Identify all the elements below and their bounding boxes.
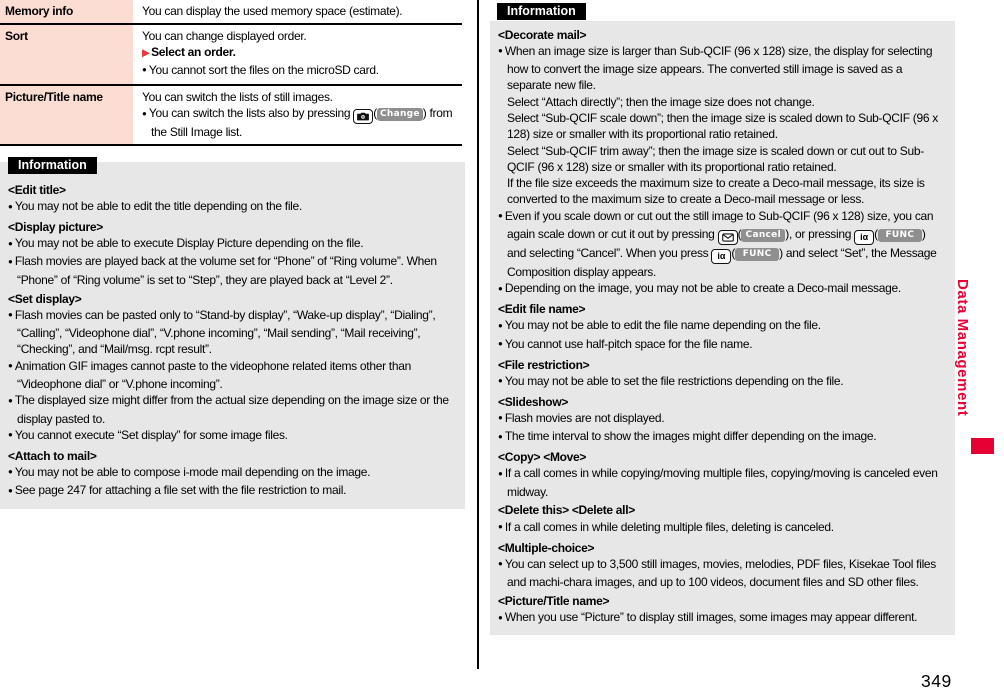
info-body-right (490, 21, 955, 635)
text-segment: You can switch the lists also by pressing (148, 106, 354, 121)
bullet-dot-icon: ● (498, 522, 503, 532)
table-row (0, 86, 462, 146)
bullet-dot-icon: ● (8, 256, 13, 266)
bullet-dot-icon: ● (8, 201, 13, 211)
section-title: <Copy> <Move> (498, 450, 587, 465)
action-arrow-icon: ▶ (142, 47, 151, 60)
text-segment: ( (373, 106, 377, 121)
row-label-cell: Picture/Title name (0, 86, 133, 144)
text-segment: You cannot use half-pitch space for the file name. (504, 336, 753, 351)
bullet-item (142, 105, 460, 140)
section-title: <Set display> (8, 291, 82, 306)
section-title: <Attach to mail> (8, 448, 97, 463)
feature-table (0, 0, 462, 146)
bullet-dot-icon: ● (8, 238, 13, 248)
bullet-item (498, 556, 947, 591)
info-box-right (490, 2, 955, 635)
bullet-item (498, 43, 947, 94)
bullet-item (8, 427, 457, 445)
bullet-item (8, 392, 457, 427)
bullet-dot-icon: ● (8, 485, 13, 495)
bullet-item (498, 609, 947, 627)
section-title: <Edit title> (8, 182, 66, 197)
text-segment: ( (874, 227, 878, 242)
bullet-dot-icon: ● (498, 376, 503, 386)
bullet-dot-icon: ● (498, 211, 503, 221)
row-content-cell (133, 86, 462, 144)
text-segment: Select “Sub-QCIF scale down”; then the image size is scaled down to Sub-QCIF (96 x 128) size or smaller with its proportional ratio retained. (507, 110, 938, 142)
bullet-item (498, 373, 947, 391)
bullet-dot-icon: ● (498, 559, 503, 569)
bullet-item (8, 307, 457, 358)
bullet-item (8, 358, 457, 393)
bullet-item (8, 253, 457, 288)
bullet-dot-icon: ● (498, 612, 503, 622)
text-segment: Animation GIF images cannot paste to the videophone related items other than “Videophone dial” or “V.phone incoming”. (14, 358, 411, 391)
info-body-left (0, 162, 465, 508)
action-step (142, 44, 460, 61)
text-segment: You can select up to 3,500 still images, movies, melodies, PDF files, Kisekae Tool files and machi-chara images, and up to 100 videos, document files and SD other files. (504, 556, 937, 590)
bullet-item (142, 62, 460, 80)
bullet-dot-icon: ● (8, 395, 13, 405)
text-line (498, 94, 947, 110)
bullet-item (498, 410, 947, 428)
text-segment: You may not be able to set the file restrictions depending on the file. (504, 373, 844, 388)
text-segment: You may not be able to edit the title depending on the file. (14, 199, 302, 214)
text-segment: When you use “Picture” to display still images, some images may appear different. (504, 610, 918, 625)
bullet-dot-icon: ● (498, 320, 503, 330)
text-segment: ) and select “Set”, the Message Composition display appears. (507, 246, 937, 280)
side-tab-label: Data Management (954, 279, 971, 417)
text-segment: See page 247 for attaching a file set with the file restriction to mail. (14, 483, 347, 498)
bullet-dot-icon: ● (498, 283, 503, 293)
text-segment: Select “Sub-QCIF trim away”; then the image size is scaled down or cut out to Sub-QCIF (96 x 128) size or smaller with its proportional ratio retained. (507, 143, 924, 174)
bullet-dot-icon: ● (142, 65, 147, 75)
left-column (0, 0, 465, 509)
bullet-dot-icon: ● (8, 310, 13, 320)
text-line (498, 143, 947, 176)
bullet-dot-icon: ● (498, 413, 503, 423)
text-segment: ), or pressing (785, 227, 855, 242)
text-segment: If the file size exceeds the maximum size to create a Deco-mail message, its size is converted to the maximum size to create a Deco-mail message or less. (507, 176, 925, 207)
text-segment: You cannot execute “Set display” for some image files. (14, 427, 288, 442)
text-segment: You may not be able to execute Display Picture depending on the file. (14, 236, 364, 251)
table-row (0, 0, 462, 25)
bullet-dot-icon: ● (8, 467, 13, 477)
text-segment: ) from the Still Image list. (151, 106, 453, 140)
bullet-item (498, 428, 947, 446)
text-segment: You can change displayed order. (142, 29, 307, 44)
text-segment: Depending on the image, you may not be able to create a Deco-mail message. (504, 281, 901, 296)
section-title: <Slideshow> (498, 394, 569, 409)
section-title: <Multiple-choice> (498, 540, 595, 555)
text-segment: Flash movies are not displayed. (504, 410, 665, 425)
func-softkey-badge: FUNC (735, 248, 779, 261)
text-line (142, 89, 460, 105)
bullet-item (498, 280, 947, 298)
information-header: Information (8, 157, 97, 174)
text-segment: You can switch the lists of still images. (142, 89, 333, 104)
bullet-item (8, 464, 457, 482)
cancel-softkey-badge: Cancel (741, 229, 785, 242)
bullet-dot-icon: ● (498, 431, 503, 441)
bullet-item (498, 465, 947, 500)
text-segment: Even if you scale down or cut out the still image to Sub-QCIF (96 x 128) size, you can again scale down or cut it out by pressing (504, 208, 934, 242)
information-header: Information (497, 3, 586, 20)
bullet-item (498, 336, 947, 354)
bullet-item (8, 482, 457, 500)
bullet-item (498, 317, 947, 335)
bullet-item (8, 198, 457, 216)
text-segment: You cannot sort the files on the microSD card. (148, 62, 379, 77)
bullet-dot-icon: ● (8, 430, 13, 440)
bullet-dot-icon: ● (142, 108, 147, 118)
section-title: <Picture/Title name> (498, 593, 610, 608)
text-segment: The displayed size might differ from the actual size depending on the image size or the display pasted to. (14, 393, 449, 426)
row-label-cell: Sort (0, 25, 133, 84)
section-title: <File restriction> (498, 357, 590, 372)
mail-key (718, 230, 738, 245)
text-segment: Select an order. (151, 45, 236, 60)
bullet-item (498, 208, 947, 281)
row-content-cell (133, 0, 462, 23)
camera-key (353, 109, 373, 124)
section-title: <Display picture> (8, 219, 103, 234)
text-line (498, 175, 947, 208)
text-line (498, 110, 947, 143)
text-segment: The time interval to show the images might differ depending on the image. (504, 429, 877, 444)
row-content-cell (133, 25, 462, 84)
text-segment: Select “Attach directly”; then the image size does not change. (507, 94, 815, 109)
section-title: <Edit file name> (498, 302, 586, 317)
text-segment: ( (731, 246, 736, 261)
text-segment: You may not be able to edit the file name depending on the file. (504, 318, 821, 333)
ifunc-key: iα (854, 230, 874, 245)
column-divider-line (477, 0, 479, 669)
side-tab-marker (971, 438, 994, 454)
page-number: 349 (921, 671, 952, 691)
bullet-dot-icon: ● (498, 46, 503, 56)
info-box-left (0, 156, 465, 508)
text-segment: You may not be able to compose i-mode mail depending on the image. (14, 464, 371, 479)
text-segment: Flash movies can be pasted only to “Stand-by display”, “Wake-up display”, “Dialing”, “Calling”, “Videophone dial”, “V.phone incoming”, “Mail sending”, “Mail receiving”, “Checking”, and “Mail/msg. rcpt result”. (14, 307, 436, 357)
table-row (0, 25, 462, 86)
section-title: <Decorate mail> (498, 27, 587, 42)
func-softkey-badge: FUNC (878, 229, 922, 242)
text-line (142, 28, 460, 44)
section-title: <Delete this> <Delete all> (498, 503, 635, 518)
text-segment: ( (737, 227, 742, 242)
bullet-item (8, 235, 457, 253)
text-segment: If a call comes in while deleting multiple files, deleting is canceled. (504, 519, 834, 534)
change-softkey-badge: Change (377, 108, 423, 121)
row-label-cell: Memory info (0, 0, 133, 23)
bullet-item (498, 519, 947, 537)
text-segment: You can display the used memory space (estimate). (142, 4, 403, 18)
text-segment: If a call comes in while copying/moving multiple files, copying/moving is canceled even midway. (504, 466, 938, 499)
bullet-dot-icon: ● (8, 361, 13, 371)
text-line (142, 3, 460, 19)
bullet-dot-icon: ● (498, 339, 503, 349)
text-segment: When an image size is larger than Sub-QCIF (96 x 128) size, the display for selecting how to convert the image size appears. The converted still image is saved as a separate new file. (504, 43, 933, 93)
ifunc-key: iα (711, 249, 731, 264)
bullet-dot-icon: ● (498, 468, 503, 478)
text-segment: ) and selecting “Cancel”. When you press (507, 227, 926, 261)
text-segment: Flash movies are played back at the volume set for “Phone” of “Ring volume”. When “Phone” of “Ring volume” is set to “Step”, they are played back at “Level 2”. (14, 254, 437, 287)
